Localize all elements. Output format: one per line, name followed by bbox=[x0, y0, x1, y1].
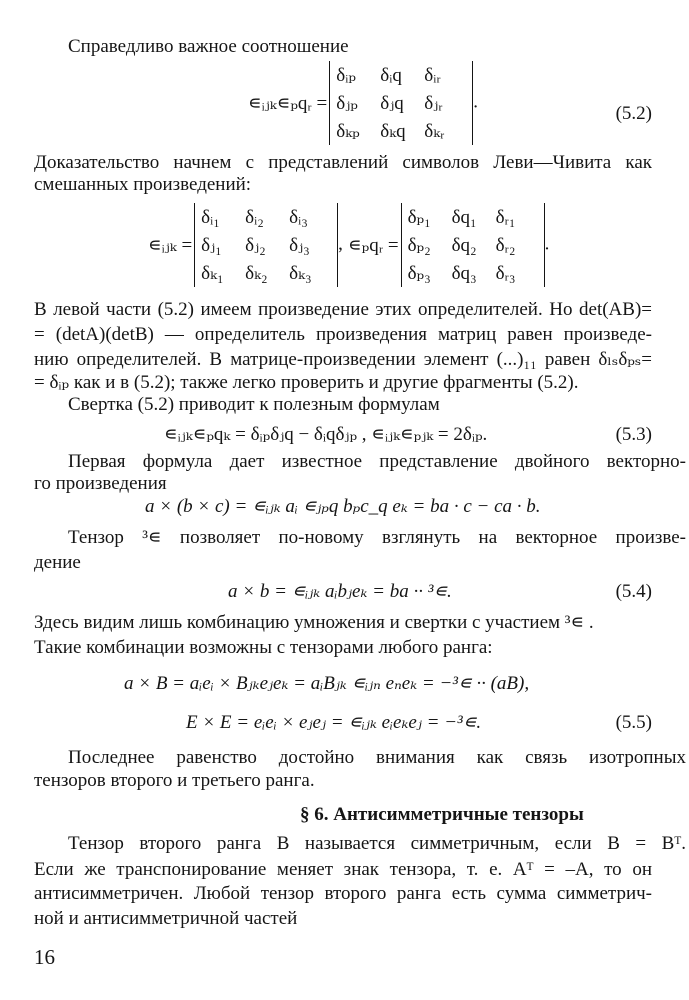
matrix-cell: δᵢ₃ bbox=[289, 206, 308, 228]
paragraph-line: дение bbox=[34, 552, 81, 573]
equation-double-cross: a × (b × c) = ∊ᵢⱼₖ aᵢ ∊ⱼₚq bₚc_q eₖ = ba · c − ca · b. bbox=[145, 496, 541, 517]
paragraph-line: смешанных произведений: bbox=[34, 174, 252, 195]
equation-5-2-lhs: ∊ᵢⱼₖ∊ₚqᵣ = bbox=[248, 92, 328, 114]
paragraph-line: Последнее равенство достойно внимания как связь изотропных bbox=[68, 747, 686, 768]
determinant-eps-pqr bbox=[401, 203, 545, 287]
matrix-cell: δⱼₚ bbox=[336, 92, 358, 114]
matrix-cell: δᵢ₁ bbox=[201, 206, 220, 228]
matrix-cell: δq₃ bbox=[451, 262, 477, 284]
paragraph-line: В левой части (5.2) имеем произведение этих определителей. Но det(AB)= bbox=[34, 299, 652, 320]
matrix-cell: δᵣ₃ bbox=[495, 262, 516, 284]
matrix-cell: δₖ₂ bbox=[245, 262, 268, 284]
equation-5-5: E × E = eᵢeᵢ × eⱼeⱼ = ∊ᵢⱼₖ eᵢeₖeⱼ = −³∊. bbox=[186, 712, 482, 733]
equation-number: (5.4) bbox=[615, 581, 652, 602]
eps-ijk-lhs: ∊ᵢⱼₖ = bbox=[148, 234, 193, 256]
paragraph-line: Доказательство начнем с представлений символов Леви—Чивита как bbox=[34, 152, 652, 173]
equation-5-2: ∊ᵢⱼₖ∊ₚqᵣ = δᵢₚ δᵢq δᵢᵣ δⱼₚ δⱼq δⱼᵣ δₖₚ δₖq δₖᵣ . bbox=[248, 61, 478, 145]
matrix-cell: δᵢq bbox=[380, 64, 402, 86]
matrix-cell: δq₁ bbox=[451, 206, 477, 228]
page-number: 16 bbox=[34, 945, 55, 969]
matrix-cell: δⱼ₂ bbox=[245, 234, 266, 256]
paragraph-line: = δᵢₚ как и в (5.2); также легко проверить и другие фрагменты (5.2). bbox=[34, 372, 579, 393]
section-heading: § 6. Антисимметричные тензоры bbox=[300, 804, 584, 825]
determinant-eps-ijk bbox=[194, 203, 338, 287]
paragraph-line: Если же транспонирование меняет знак тензора, т. е. Aᵀ = –A, то он bbox=[34, 859, 652, 880]
matrix-cell: δₚ₃ bbox=[407, 262, 431, 284]
determinant-5-2 bbox=[329, 61, 473, 145]
paragraph-line: Такие комбинации возможны с тензорами любого ранга: bbox=[34, 637, 493, 658]
matrix-cell: δⱼᵣ bbox=[424, 92, 443, 114]
matrix-cell: δₖₚ bbox=[336, 120, 360, 142]
matrix-cell: δₖ₃ bbox=[289, 262, 312, 284]
paragraph-line: нию определителей. В матрице-произведении элемент (...)₁₁ равен δₗₛδₚₛ= bbox=[34, 349, 652, 370]
paragraph-line: Тензор второго ранга B называется симметричным, если B = Bᵀ. bbox=[68, 833, 686, 854]
equation-number: (5.5) bbox=[615, 712, 652, 733]
matrix-cell: δᵣ₁ bbox=[495, 206, 516, 228]
equation-eps-pqr: ∊ₚqᵣ = δₚ₁ δq₁ δᵣ₁ δₚ₂ δq₂ δᵣ₂ δₚ₃ δq₃ δᵣ₃ . bbox=[348, 203, 549, 287]
paragraph-line: Справедливо важное соотношение bbox=[68, 36, 349, 57]
matrix-cell: δᵢᵣ bbox=[424, 64, 441, 86]
paragraph-line: ной и антисимметричной частей bbox=[34, 908, 298, 929]
matrix-cell: δⱼ₃ bbox=[289, 234, 310, 256]
paragraph-line: тензоров второго и третьего ранга. bbox=[34, 770, 315, 791]
matrix-cell: δₚ₂ bbox=[407, 234, 431, 256]
equation-5-3: ∊ᵢⱼₖ∊ₚqₖ = δᵢₚδⱼq − δᵢqδⱼₚ , ∊ᵢⱼₖ∊ₚⱼₖ = 2δᵢₚ. bbox=[164, 424, 488, 445]
paragraph-line: Здесь видим лишь комбинацию умножения и свертки с участием ³∊ . bbox=[34, 612, 594, 633]
matrix-cell: δᵢ₂ bbox=[245, 206, 264, 228]
equation-number: (5.3) bbox=[615, 424, 652, 445]
matrix-cell: δₖᵣ bbox=[424, 120, 445, 142]
matrix-cell: δq₂ bbox=[451, 234, 477, 256]
equation-tensor-combo: a × B = aᵢeᵢ × Bⱼₖeⱼeₖ = aᵢBⱼₖ ∊ᵢⱼₙ eₙeₖ = −³∊ ·· (aB), bbox=[124, 673, 530, 694]
eps-pqr-lhs: ∊ₚqᵣ = bbox=[348, 234, 399, 256]
paragraph-line: = (detA)(detB) — определитель произведения матриц равен произведе- bbox=[34, 324, 652, 345]
paragraph-line: го произведения bbox=[34, 473, 167, 494]
matrix-cell: δₖ₁ bbox=[201, 262, 224, 284]
matrix-cell: δₖq bbox=[380, 120, 406, 142]
equation-5-4: a × b = ∊ᵢⱼₖ aᵢbⱼeₖ = ba ·· ³∊. bbox=[228, 581, 452, 602]
equation-number: (5.2) bbox=[615, 103, 652, 124]
paragraph-line: Свертка (5.2) приводит к полезным формулам bbox=[68, 394, 440, 415]
matrix-cell: δⱼq bbox=[380, 92, 404, 114]
equation-eps-ijk: ∊ᵢⱼₖ = δᵢ₁ δᵢ₂ δᵢ₃ δⱼ₁ δⱼ₂ δⱼ₃ δₖ₁ δₖ₂ δₖ₃ , bbox=[148, 203, 343, 287]
matrix-cell: δᵢₚ bbox=[336, 64, 356, 86]
matrix-cell: δₚ₁ bbox=[407, 206, 431, 228]
paragraph-line: Первая формула дает известное представление двойного векторно- bbox=[68, 451, 686, 472]
matrix-cell: δⱼ₁ bbox=[201, 234, 222, 256]
matrix-cell: δᵣ₂ bbox=[495, 234, 516, 256]
paragraph-line: Тензор ³∊ позволяет по-новому взглянуть на векторное произве- bbox=[68, 527, 686, 548]
paragraph-line: антисимметричен. Любой тензор второго ранга есть сумма симметрич- bbox=[34, 883, 652, 904]
